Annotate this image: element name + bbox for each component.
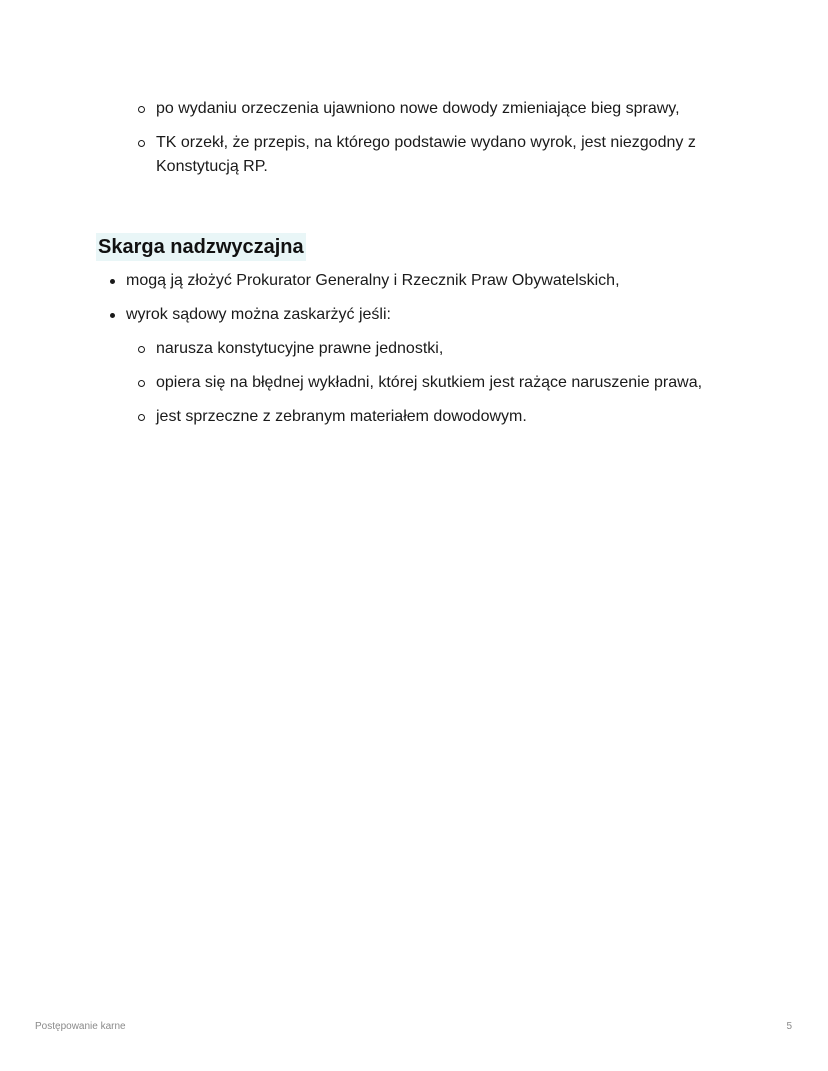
- list-item-text: narusza konstytucyjne prawne jednostki,: [156, 340, 444, 357]
- list-item-text: mogą ją złożyć Prokurator Generalny i Rzecznik Praw Obywatelskich,: [126, 272, 620, 289]
- bullet-icon: [110, 279, 115, 284]
- list-item-text: po wydaniu orzeczenia ujawniono nowe dowody zmieniające bieg sprawy,: [156, 100, 680, 117]
- section-list: [108, 269, 748, 327]
- list-item: [138, 405, 738, 429]
- list-item-text: wyrok sądowy można zaskarżyć jeśli:: [126, 306, 391, 323]
- list-item: [138, 131, 738, 179]
- continued-sub-list: [138, 97, 738, 179]
- hollow-bullet-icon: [138, 346, 145, 353]
- list-item-text: jest sprzeczne z zebranym materiałem dowodowym.: [156, 408, 527, 425]
- hollow-bullet-icon: [138, 414, 145, 421]
- list-item: [138, 337, 738, 361]
- bullet-icon: [110, 313, 115, 318]
- list-item: [138, 97, 738, 121]
- hollow-bullet-icon: [138, 106, 145, 113]
- list-item-text: TK orzekł, że przepis, na którego podstawie wydano wyrok, jest niezgodny z Konstytucją RP.: [156, 134, 696, 175]
- hollow-bullet-icon: [138, 140, 145, 147]
- list-item-text: opiera się na błędnej wykładni, której skutkiem jest rażące naruszenie prawa,: [156, 374, 703, 391]
- section-sub-list: [138, 337, 738, 429]
- list-item: [138, 371, 738, 395]
- hollow-bullet-icon: [138, 380, 145, 387]
- page-number: 5: [786, 1021, 792, 1032]
- section-heading: Skarga nadzwyczajna: [96, 233, 306, 261]
- list-item: [108, 269, 748, 293]
- footer-title: Postępowanie karne: [35, 1021, 126, 1032]
- list-item: [108, 303, 748, 327]
